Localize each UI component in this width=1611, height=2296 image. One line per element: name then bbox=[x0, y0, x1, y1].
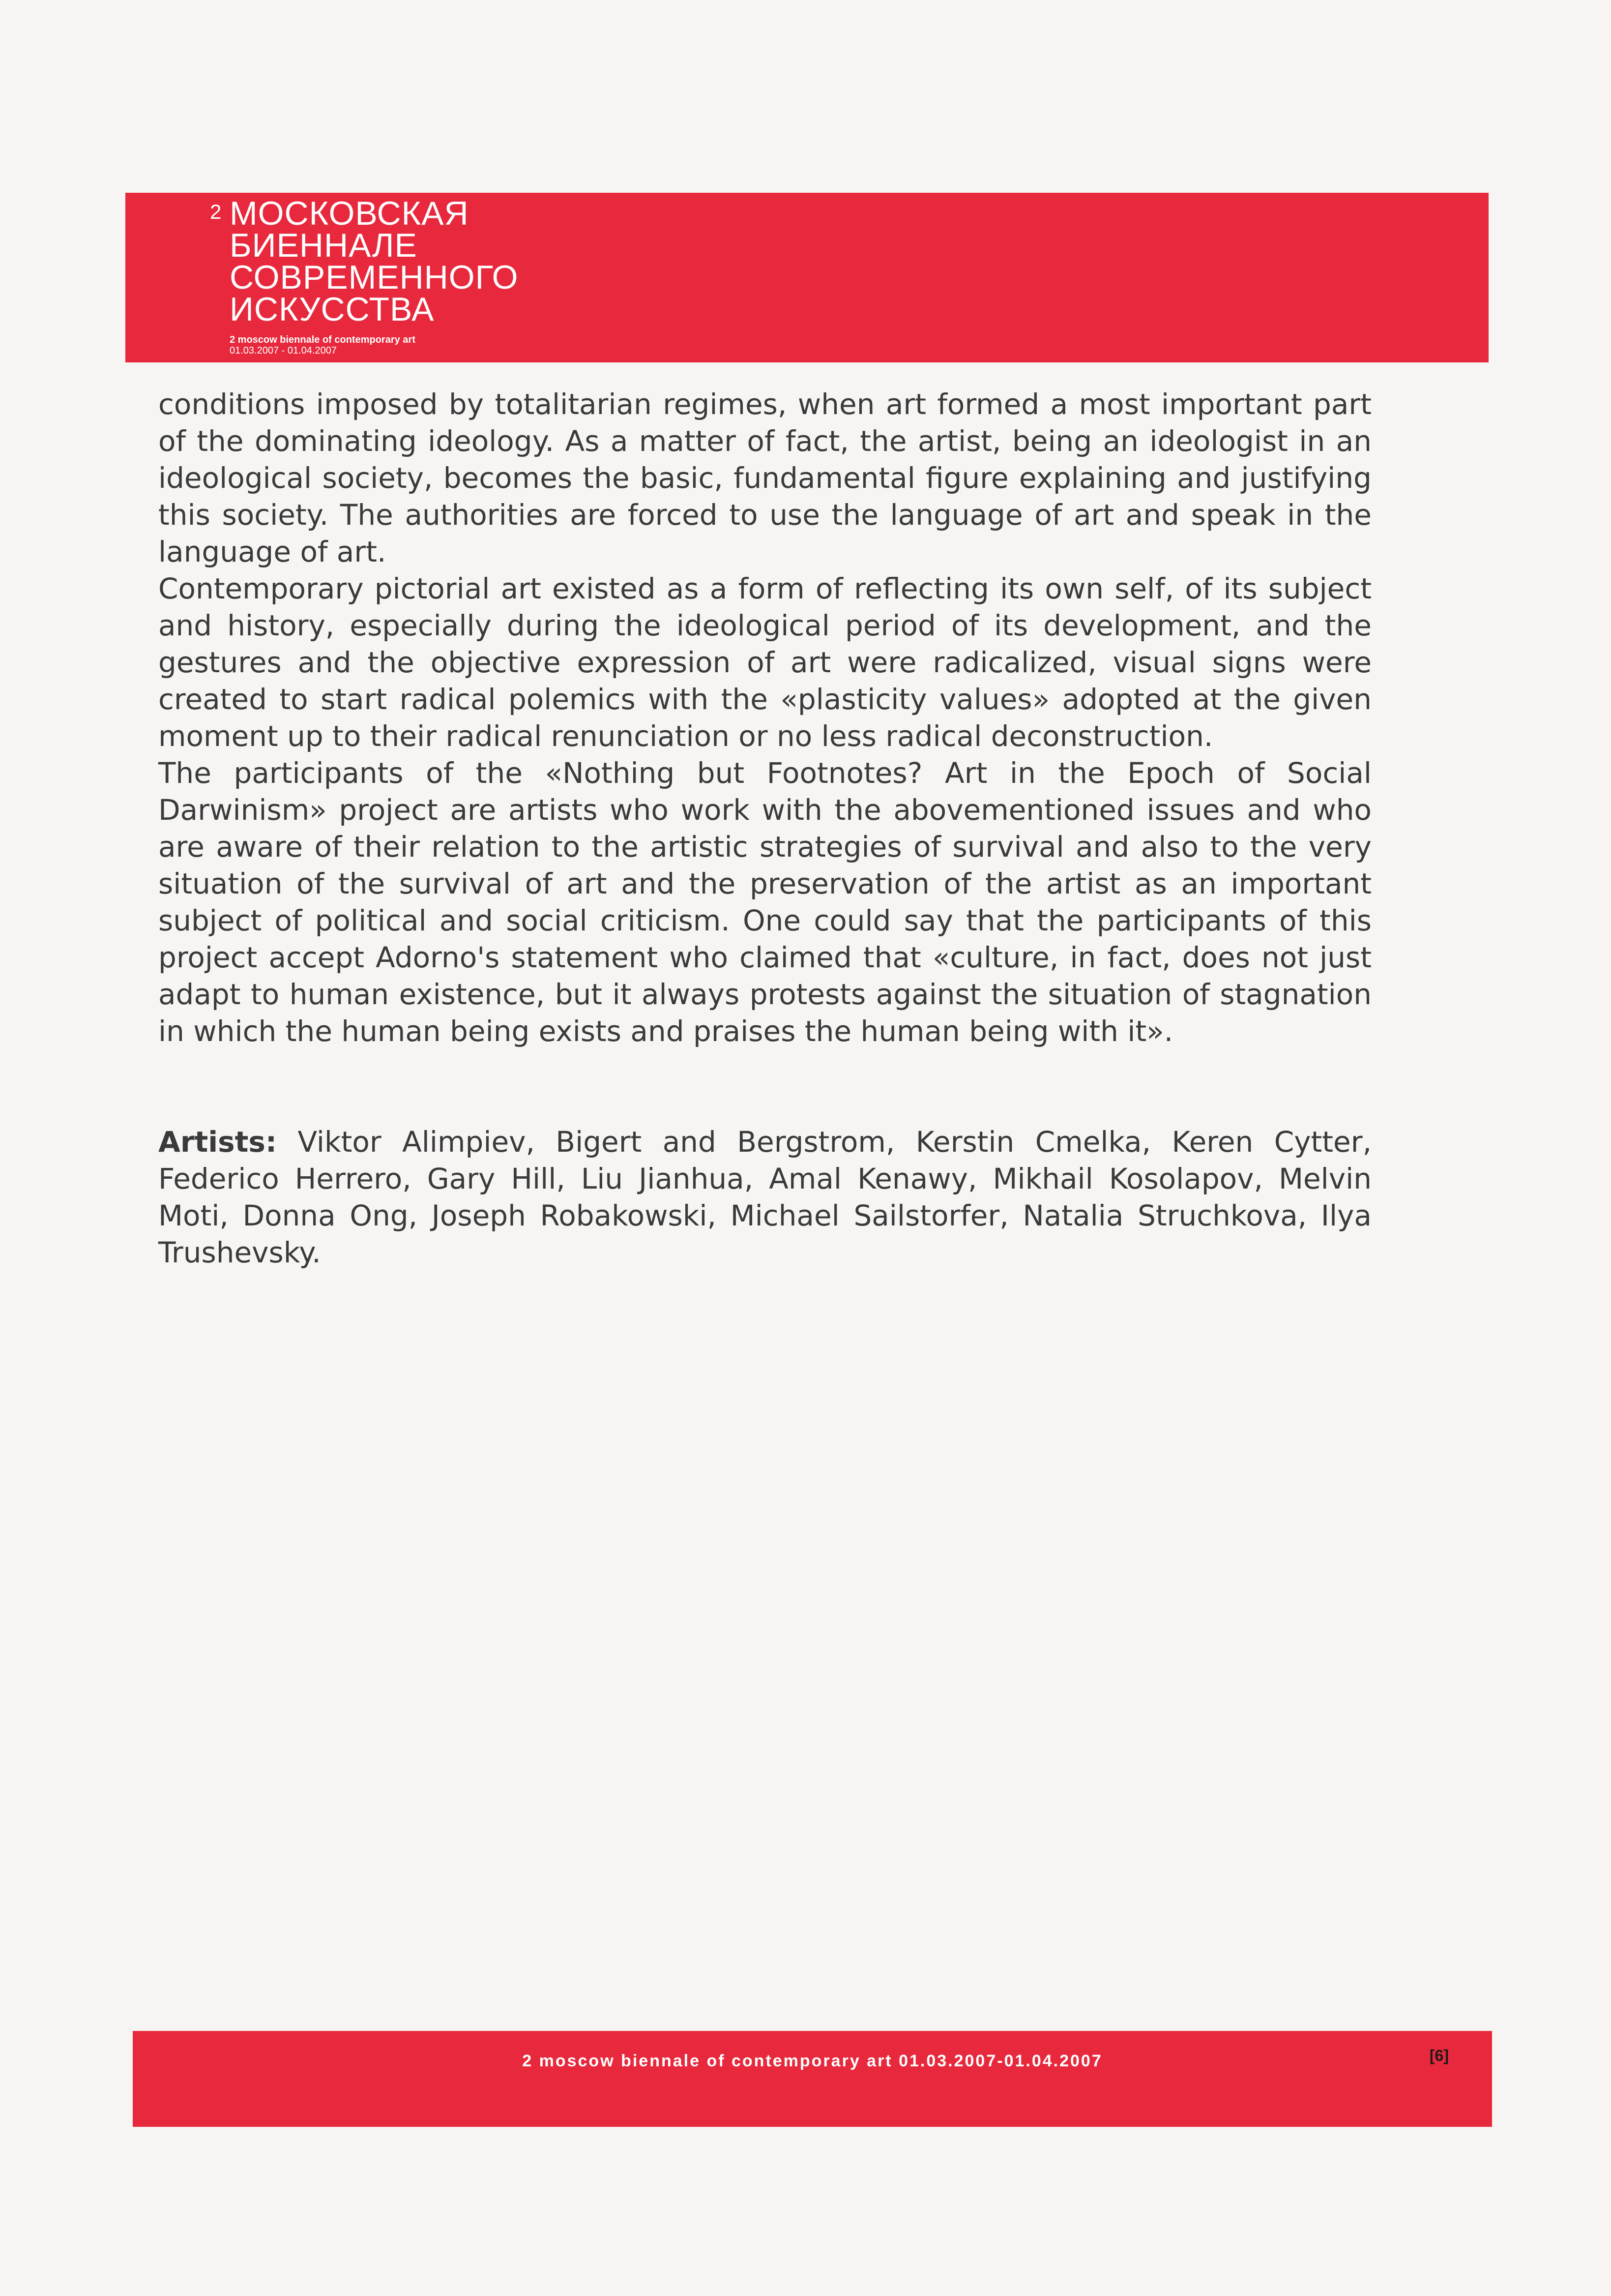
page-number: [6] bbox=[1429, 2047, 1449, 2064]
body-text bbox=[158, 386, 1372, 1271]
paragraph: conditions imposed by totalitarian regimes, when art formed a most important part of the dominating ideology. As a matter of fact, the artist, being an ideologist in an ideological society, becomes the basic, fundamental figure explaining and justifying this society. The authorities are forced to use the language of art and speak in the language of art. bbox=[158, 388, 1372, 568]
logo-number: 2 bbox=[210, 200, 222, 223]
paragraph: The participants of the «Nothing but Footnotes? Art in the Epoch of Social Darwinism» project are artists who work with the abovementioned issues and who are aware of their relation to the artistic strategies of survival and also to the very situation of the survival of art and the preservation of the artist as an important subject of political and social criticism. One could say that the participants of this project accept Adorno's statement who claimed that «culture, in fact, does not just adapt to human existence, but it always protests against the situation of stagnation in which the human being exists and praises the human being with it». bbox=[158, 756, 1372, 1048]
artists-list: Viktor Alimpiev, Bigert and Bergstrom, Kerstin Cmelka, Keren Cytter, Federico Herrero, Gary Hill, Liu Jianhua, Amal Kenawy, Mikhail Kosolapov, Melvin Moti, Donna Ong, Joseph Robakowski, Michael Sailstorfer, Natalia Struchkova, Ilya Trushevsky. bbox=[158, 1125, 1372, 1269]
logo-dates: 01.03.2007 - 01.04.2007 bbox=[230, 345, 337, 356]
logo-subtitle: 2 moscow biennale of contemporary art bbox=[230, 334, 415, 345]
artists-label: Artists: bbox=[158, 1125, 277, 1159]
biennale-logo bbox=[210, 195, 574, 356]
footer-text: 2 moscow biennale of contemporary art 01.03.2007-01.04.2007 bbox=[522, 2052, 1103, 2070]
header-banner bbox=[125, 193, 1489, 362]
paragraph: Contemporary pictorial art existed as a form of reflecting its own self, of its subject and history, especially during the ideological period of its development, and the gestures and the objective expression of art were radicalized, visual signs were created to start radical polemics with the «plasticity values» adopted at the given moment up to their radical renunciation or no less radical deconstruction. bbox=[158, 572, 1372, 753]
logo-title: МОСКОВСКАЯ БИЕННАЛЕ СОВРЕМЕННОГО ИСКУССТВА bbox=[230, 195, 519, 328]
footer-banner bbox=[133, 2031, 1492, 2127]
artists-section bbox=[158, 1124, 1372, 1271]
